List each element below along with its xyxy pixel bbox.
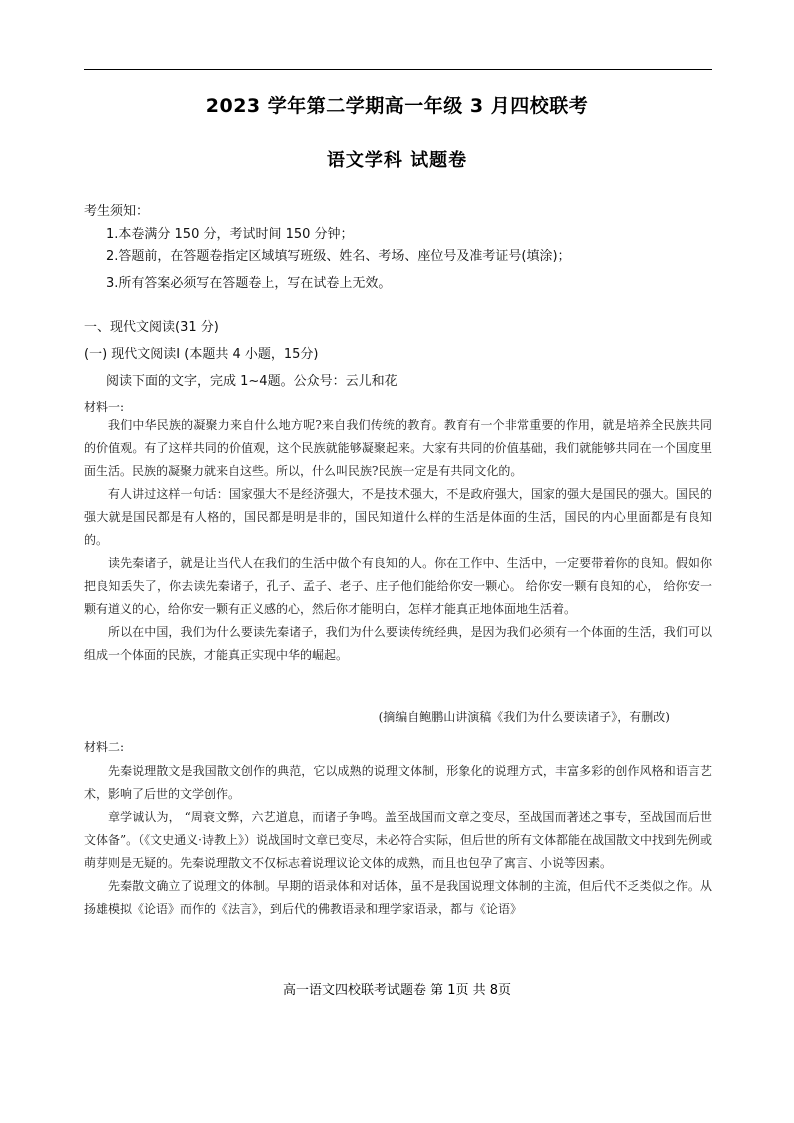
material-2-label: 材料二:: [84, 740, 125, 754]
material-1-paragraph: 所以在中国，我们为什么要读先秦诸子，我们为什么要读传统经典，是因为我们必须有一个体面的生活，我们可以组成一个体面的民族，才能真正实现中华的崛起。: [84, 625, 712, 662]
material-2-paragraph: 先秦散文确立了说理文的体制。早期的语录体和对话体，虽不是我国说理文体制的主流，但后代不乏类似之作。从扬雄模拟《论语》而作的《法言》，到后代的佛教语录和理学家语录，都与《论语》: [84, 879, 712, 916]
notice-heading: 考生须知：: [84, 204, 150, 219]
material-1-body: [84, 414, 712, 667]
exam-title: 2023 学年第二学期高一年级 3 月四校联考: [205, 95, 589, 117]
material-1-paragraph: 读先秦诸子，就是让当代人在我们的生活中做个有良知的人。你在工作中、生活中，一定要带着你的良知。假如你把良知丢失了，你去读先秦诸子，孔子、孟子、老子、庄子他们能给你安一颗心。 给你安一颗有良知的心， 给你安一颗有道义的心，给你安一颗有正义感的心，然后你才能明白，怎样才能真正地体面地生活着。: [84, 556, 712, 616]
section-heading: 一、现代文阅读(31 分): [84, 320, 219, 335]
material-1-paragraph: 有人讲过这样一句话：国家强大不是经济强大，不是技术强大，不是政府强大，国家的强大是国民的强大。国民的强大就是国民都是有人格的，国民都是明是非的，国民知道什么样的生活是体面的生活，国民的内心里面都是有良知的。: [84, 487, 712, 547]
section-subheading: (一) 现代文阅读Ⅰ (本题共 4 小题，15分): [84, 347, 319, 362]
material-2-paragraph: 先秦说理散文是我国散文创作的典范，它以成熟的说理文体制，形象化的说理方式，丰富多彩的创作风格和语言艺术，影响了后世的文学创作。: [84, 764, 712, 801]
material-2-paragraph: 章学诚认为， “周衰文弊，六艺道息，而诸子争鸣。盖至战国而文章之变尽，至战国而著述之事专，至战国而后世文体备”。（《文史通义·诗教上》）说战国时文章已变尽，未必符合实际，但后世的所有文体都能在战国散文中找到先例或萌芽则是无疑的。先秦说理散文不仅标志着说理议论文体的成熟，而且也包孕了寓言、小说等因素。: [84, 810, 712, 870]
notice-item-1: 1.本卷满分 150 分，考试时间 150 分钟；: [106, 227, 354, 242]
material-1-label: 材料一:: [84, 400, 125, 414]
reading-instruction: 阅读下面的文字，完成 1~4题。公众号：云儿和花: [106, 374, 398, 389]
material-2-body: [84, 760, 712, 921]
notice-item-3: 3.所有答案必须写在答题卷上，写在试卷上无效。: [106, 276, 392, 291]
page-footer: 高一语文四校联考试题卷 第 1页 共 8页: [282, 983, 512, 998]
notice-item-2: 2.答题前，在答题卷指定区域填写班级、姓名、考场、座位号及准考证号(填涂)；: [106, 249, 571, 264]
top-rule: [84, 69, 712, 70]
material-1-paragraph: 我们中华民族的凝聚力来自什么地方呢?来自我们传统的教育。教育有一个非常重要的作用，就是培养全民族共同的价值观。有了这样共同的价值观，这个民族就能够凝聚起来。大家有共同的价值基础，我们就能够共同在一个国度里面生活。民族的凝聚力就来自这些。所以，什么叫民族?民族一定是有共同文化的。: [84, 418, 712, 478]
material-1-source: (摘编自鲍鹏山讲演稿《我们为什么要读诸子》，有删改): [378, 710, 670, 724]
exam-subtitle: 语文学科 试题卷: [326, 150, 468, 171]
